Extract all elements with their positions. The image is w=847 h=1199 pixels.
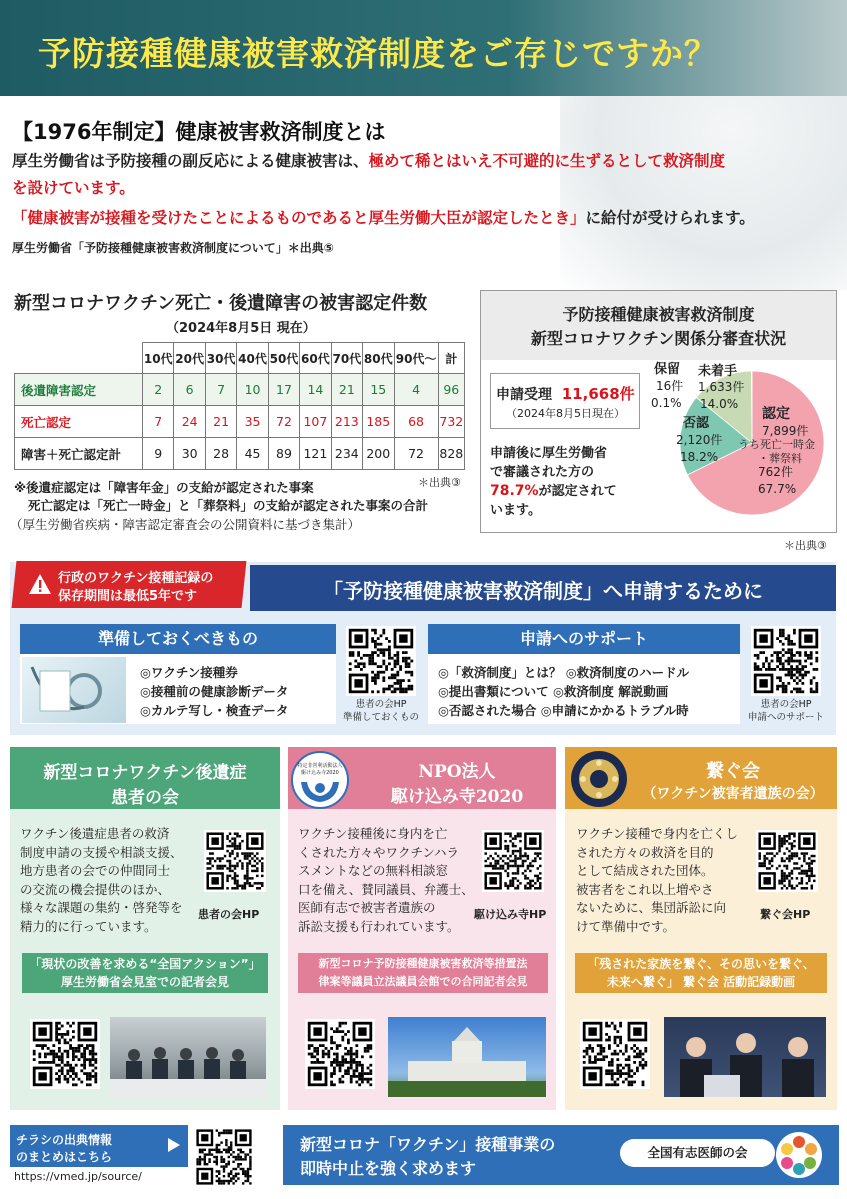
table-cell: 15 <box>363 374 394 406</box>
table-cell: 35 <box>237 406 268 438</box>
qr-code[interactable] <box>305 1019 375 1089</box>
qr-caption: 申請へのサポート <box>747 712 824 723</box>
qr-caption: 繋ぐ会HP <box>760 908 811 921</box>
qr-code[interactable] <box>346 626 416 696</box>
org-name: 全国有志医師の会 <box>620 1139 775 1167</box>
table-cell: 9 <box>143 438 174 470</box>
table-cell: 185 <box>363 406 394 438</box>
row-label: 障害＋死亡認定計 <box>15 438 143 470</box>
table-cell: 72 <box>394 438 438 470</box>
table-cell: 7 <box>205 374 236 406</box>
stats-table <box>14 342 465 470</box>
table-cell: 10 <box>237 374 268 406</box>
pie-label-hold: 保留 <box>654 362 681 377</box>
column-header: 80代 <box>363 343 394 374</box>
table-cell: 21 <box>331 374 362 406</box>
intro-line-1 <box>12 148 725 175</box>
qr-caption: 準備しておくもの <box>342 712 419 723</box>
diet-building-photo <box>388 1017 546 1097</box>
prep-header: 準備しておくべきもの <box>20 624 336 654</box>
column-header: 60代 <box>300 343 331 374</box>
table-cell: 24 <box>174 406 205 438</box>
table-cell: 121 <box>300 438 331 470</box>
qr-code[interactable] <box>194 1127 254 1187</box>
tsunagu-emblem-icon <box>570 750 628 808</box>
received-label: 申請受理 <box>496 387 552 403</box>
table-cell: 72 <box>268 406 299 438</box>
table-cell: 234 <box>331 438 362 470</box>
table-cell: 45 <box>237 438 268 470</box>
org-title: （ワクチン被害者遺族の会） <box>642 786 824 802</box>
summary-line: います。 <box>490 503 541 518</box>
row-label: 後遺障害認定 <box>15 374 143 406</box>
review-title: 予防接種健康被害救済制度 <box>562 305 755 324</box>
intro-text: に給付が受けられます。 <box>585 209 755 227</box>
org-event-bar: 「現状の改善を求める“全国アクション”」 厚生労働省会見室での記者会見 <box>22 953 268 993</box>
summary-line: で審議された方の <box>490 465 595 480</box>
pie-label-approved: 認定 <box>762 406 790 422</box>
table-cell: 2 <box>143 374 174 406</box>
qr-caption: 駆け込み寺HP <box>474 908 547 921</box>
table-cell: 89 <box>268 438 299 470</box>
source-url[interactable]: https://vmed.jp/source/ <box>14 1170 142 1183</box>
org-event-bar: 「残された家族を繋ぐ、その思いを繋ぐ、 未来へ繋ぐ」 繋ぐ会 活動記録動画 <box>575 953 827 993</box>
table-cell: 213 <box>331 406 362 438</box>
received-value: 11,668件 <box>561 385 635 403</box>
pie-pct-approved: 67.7% <box>758 482 797 496</box>
org-title: 繋ぐ会 <box>706 761 760 782</box>
table-cell: 107 <box>300 406 331 438</box>
stats-note: 死亡認定は「死亡一時金」と「葬祭料」の支給が認定された事案の合計 <box>28 498 429 513</box>
pie-pct-denied: 18.2% <box>680 450 719 464</box>
table-cell: 828 <box>438 438 464 470</box>
support-item: ◎「救済制度」とは？ ◎救済制度のハードル <box>438 665 690 680</box>
summary-line: 申請後に厚生労働省 <box>490 446 608 461</box>
pie-count-denied: 2,120件 <box>676 433 723 447</box>
support-item: ◎否認された場合 ◎申請にかかるトラブル時 <box>438 703 689 718</box>
pie-pct-hold: 0.1% <box>651 396 682 410</box>
stats-source: ＊出典③ <box>418 476 461 489</box>
support-header: 申請へのサポート <box>428 624 740 654</box>
table-row <box>15 438 465 470</box>
column-header: 30代 <box>205 343 236 374</box>
appeal-text: 新型コロナ「ワクチン」接種事業の <box>300 1135 556 1154</box>
table-header-row <box>15 343 465 374</box>
qr-code[interactable] <box>751 626 821 696</box>
pie-approved-sub: うち死亡一時金 <box>738 438 815 451</box>
qr-code[interactable] <box>204 830 266 892</box>
members-photo <box>664 1017 826 1097</box>
table-row <box>15 406 465 438</box>
column-header: 計 <box>438 343 464 374</box>
column-header: 10代 <box>143 343 174 374</box>
pie-pct-pending: 14.0% <box>700 397 739 411</box>
pie-count-pending: 1,633件 <box>698 380 745 394</box>
arrow-right-icon <box>168 1138 180 1152</box>
table-cell: 732 <box>438 406 464 438</box>
warning-text: 保存期間は最低5年です <box>58 589 198 604</box>
column-header: 90代〜 <box>394 343 438 374</box>
review-subtitle: 新型コロナワクチン関係分審査状況 <box>530 329 787 348</box>
page-title: 予防接種健康被害救済制度をご存じですか？ <box>38 34 718 73</box>
intro-highlight: 「健康被害が接種を受けたことによるものであると厚生労働大臣が認定したとき」 <box>12 209 586 227</box>
pie-label-pending: 未着手 <box>698 364 738 379</box>
intro-source: 厚生労働省「予防接種健康被害救済制度について」＊出典⑤ <box>12 241 334 255</box>
table-cell: 96 <box>438 374 464 406</box>
received-date: （2024年8月5日現在） <box>506 407 625 420</box>
column-header: 40代 <box>237 343 268 374</box>
review-summary <box>490 444 617 520</box>
table-cell: 30 <box>174 438 205 470</box>
received-count <box>496 383 635 404</box>
table-cell: 200 <box>363 438 394 470</box>
org-description: ワクチン後遺症患者の救済 制度申請の支援や相談支援、 地方患者の会での仲間同士 の交流の機会提供のほか、 様々な課題の集約・啓発等を 精力的に行っています。 <box>20 826 183 934</box>
source-link-text: チラシの出典情報 <box>16 1133 113 1147</box>
org-description: ワクチン接種で身内を亡くし された方々の救済を目的 として結成された団体。 被害者をこれ以上増やさ ないために、集団訴訟に向 けて準備中です。 <box>576 826 738 934</box>
table-cell: 7 <box>143 406 174 438</box>
hands-icon <box>293 776 347 806</box>
qr-caption: 患者の会HP <box>198 908 260 921</box>
table-cell: 17 <box>268 374 299 406</box>
table-cell: 14 <box>300 374 331 406</box>
org-event-bar: 新型コロナ予防接種健康被害救済等措置法 律案等議員立法議員会館での合同記者会見 <box>298 953 548 993</box>
column-header: 70代 <box>331 343 362 374</box>
intro-heading: 【1976年制定】健康被害救済制度とは <box>12 120 386 144</box>
stats-note: （厚生労働省疾病・障害認定審査会の公開資料に基づき集計） <box>10 517 361 532</box>
npo-emblem: 特定非営利活動法人 駆け込み寺2020 <box>291 751 349 809</box>
stethoscope-photo <box>22 657 126 723</box>
column-header: 20代 <box>174 343 205 374</box>
summary-text: が認定されて <box>538 484 617 499</box>
apply-title: 「予防接種健康被害救済制度」へ申請するために <box>323 579 763 603</box>
table-cell: 4 <box>394 374 438 406</box>
intro-highlight: 極めて稀とはいえ不可避的に生ずるとして救済制度 <box>368 152 726 170</box>
stats-date: （2024年8月5日 現在） <box>166 321 316 336</box>
review-source: ＊出典③ <box>784 539 827 552</box>
pie-count-approved: 7,899件 <box>762 424 809 438</box>
pie-count-hold: 16件 <box>656 379 684 393</box>
pie-approved-sub-count: 762件 <box>758 465 793 479</box>
prep-item: ◎接種前の健康診断データ <box>140 684 289 699</box>
appeal-text: 即時中止を強く求めます <box>300 1159 477 1178</box>
org-title: 駆け込み寺2020 <box>390 787 524 807</box>
prep-item: ◎カルテ写し・検査データ <box>140 703 289 718</box>
source-link-text: のまとめはこちら <box>16 1150 113 1164</box>
org-description: ワクチン接種後に身内を亡 くされた方々やワクチンハラ スメントなどの無料相談窓 口を備え、賛同議員、弁護士、 医師有志で被害者遺族の 訴訟支援も行われています。 <box>298 826 474 934</box>
summary-line <box>490 482 617 501</box>
qr-code[interactable] <box>580 1019 650 1089</box>
table-cell: 68 <box>394 406 438 438</box>
org-title: 患者の会 <box>111 788 179 808</box>
table-cell: 21 <box>205 406 236 438</box>
row-label: 死亡認定 <box>15 406 143 438</box>
qr-caption: 患者の会HP <box>760 699 812 710</box>
table-cell: 6 <box>174 374 205 406</box>
table-corner <box>15 343 143 374</box>
approval-rate: 78.7% <box>490 483 539 499</box>
support-item: ◎提出書類について ◎救済制度 解説動画 <box>438 684 669 699</box>
table-row <box>15 374 465 406</box>
qr-code[interactable] <box>30 1019 100 1089</box>
press-conference-photo <box>110 1017 266 1097</box>
stats-title: 新型コロナワクチン死亡・後遺障害の被害認定件数 <box>14 293 428 314</box>
org-header <box>10 747 280 809</box>
qr-code[interactable] <box>756 830 818 892</box>
table-cell: 28 <box>205 438 236 470</box>
intro-line-2: を設けています。 <box>12 179 135 197</box>
pie-approved-sub: ・葬祭料 <box>758 452 802 465</box>
qr-code[interactable] <box>482 830 544 892</box>
prep-item: ◎ワクチン接種券 <box>140 665 238 680</box>
pie-label-denied: 否認 <box>683 416 710 431</box>
org-title: NPO法人 <box>418 762 496 782</box>
warning-text: 行政のワクチン接種記録の <box>58 571 214 586</box>
intro-line-3 <box>12 205 755 232</box>
warning-icon <box>28 573 52 595</box>
org-title: 新型コロナワクチン後遺症 <box>43 763 247 783</box>
intro-text: 厚生労働省は予防接種の副反応による健康被害は、 <box>12 152 369 170</box>
qr-caption: 患者の会HP <box>355 699 407 710</box>
column-header: 50代 <box>268 343 299 374</box>
stats-note: ※後遺症認定は「障害年金」の支給が認定された事案 <box>14 480 314 495</box>
doctors-association-logo-icon <box>775 1131 823 1179</box>
